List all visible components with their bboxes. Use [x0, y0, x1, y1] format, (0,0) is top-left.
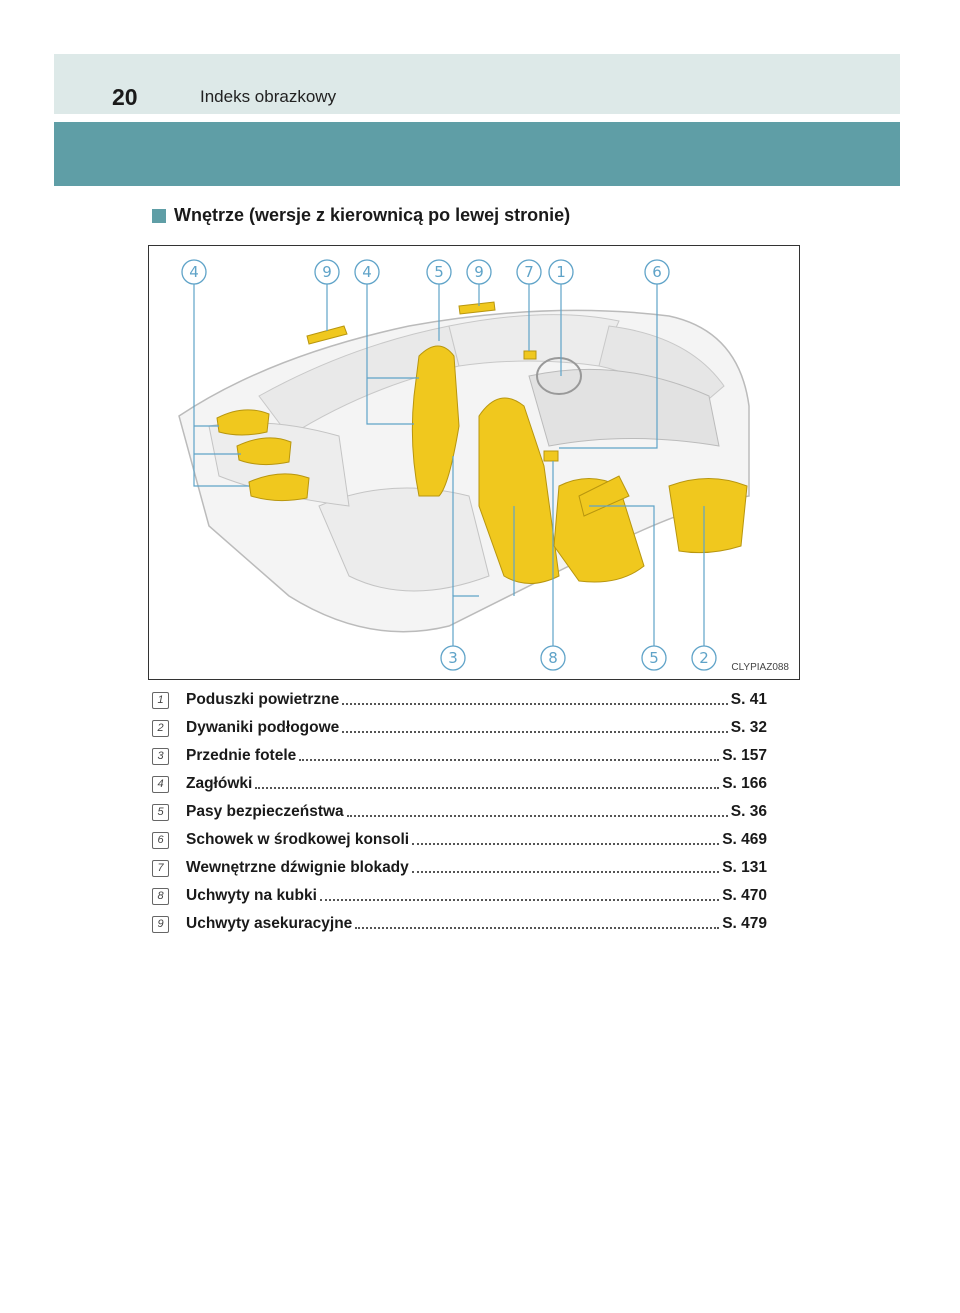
figure-code: CLYPIAZ088	[731, 662, 789, 673]
list-item	[152, 714, 767, 742]
item-number-badge: 4	[152, 776, 169, 793]
item-page: S. 469	[722, 831, 767, 848]
item-number-badge: 2	[152, 720, 169, 737]
list-item	[152, 742, 767, 770]
svg-text:7: 7	[524, 263, 534, 281]
list-item	[152, 826, 767, 854]
leader-dots	[342, 719, 728, 733]
item-number-badge: 9	[152, 916, 169, 933]
leader-dots	[347, 803, 728, 817]
header-bar	[54, 54, 900, 114]
list-item	[152, 882, 767, 910]
item-number-badge: 1	[152, 692, 169, 709]
item-number-badge: 8	[152, 888, 169, 905]
item-page: S. 479	[722, 915, 767, 932]
svg-text:4: 4	[362, 263, 372, 281]
item-list	[152, 686, 767, 938]
list-item	[152, 854, 767, 882]
list-item	[152, 910, 767, 938]
item-label: Przednie fotele	[186, 747, 297, 764]
car-interior-drawing	[149, 246, 799, 679]
item-page: S. 166	[722, 775, 767, 792]
svg-text:9: 9	[474, 263, 484, 281]
svg-text:5: 5	[649, 649, 659, 667]
svg-text:1: 1	[556, 263, 566, 281]
leader-dots	[412, 859, 719, 873]
item-label: Dywaniki podłogowe	[186, 719, 340, 736]
section-band	[54, 122, 900, 186]
svg-text:6: 6	[652, 263, 662, 281]
item-page: S. 131	[722, 859, 767, 876]
svg-text:9: 9	[322, 263, 332, 281]
item-page: S. 32	[730, 719, 767, 736]
item-label: Zagłówki	[186, 775, 253, 792]
svg-text:5: 5	[434, 263, 444, 281]
leader-dots	[342, 691, 727, 705]
item-number-badge: 7	[152, 860, 169, 877]
leader-dots	[255, 775, 719, 789]
header-title: Indeks obrazkowy	[200, 87, 337, 106]
leader-dots	[412, 831, 719, 845]
item-label: Poduszki powietrzne	[186, 691, 340, 708]
item-number-badge: 5	[152, 804, 169, 821]
item-label: Uchwyty asekuracyjne	[186, 915, 353, 932]
section-heading	[152, 205, 570, 226]
item-label: Schowek w środkowej konsoli	[186, 831, 410, 848]
item-label: Uchwyty na kubki	[186, 887, 317, 904]
item-page: S. 157	[722, 747, 767, 764]
list-item	[152, 798, 767, 826]
svg-text:2: 2	[699, 649, 709, 667]
interior-illustration	[148, 245, 800, 680]
leader-dots	[320, 887, 719, 901]
item-page: S. 36	[730, 803, 767, 820]
section-square-icon	[152, 209, 166, 223]
section-title: Wnętrze (wersje z kierownicą po lewej stronie)	[174, 205, 571, 225]
leader-dots	[299, 747, 719, 761]
item-number-badge: 3	[152, 748, 169, 765]
list-item	[152, 686, 767, 714]
svg-text:8: 8	[548, 649, 558, 667]
item-page: S. 41	[730, 691, 767, 708]
list-item	[152, 770, 767, 798]
item-page: S. 470	[722, 887, 767, 904]
item-label: Pasy bezpieczeństwa	[186, 803, 344, 820]
item-label: Wewnętrzne dźwignie blokady	[186, 859, 409, 876]
svg-text:4: 4	[189, 263, 199, 281]
leader-dots	[355, 915, 719, 929]
svg-text:3: 3	[448, 649, 458, 667]
page-number: 20	[112, 84, 138, 110]
item-number-badge: 6	[152, 832, 169, 849]
